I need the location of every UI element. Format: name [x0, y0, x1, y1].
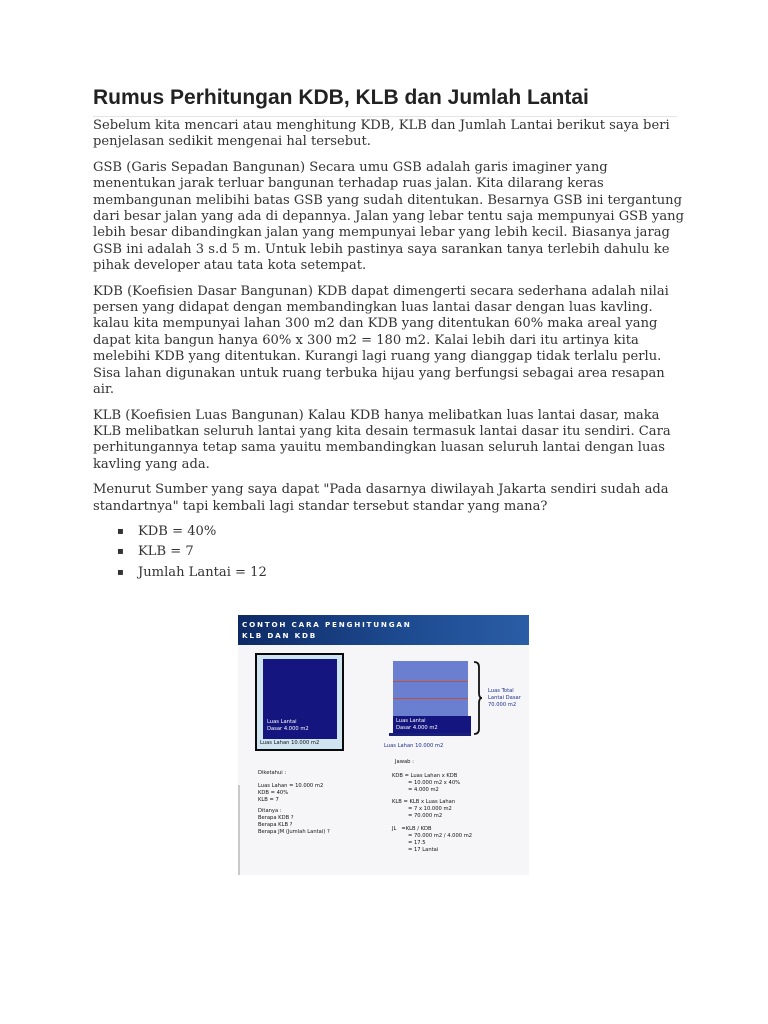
paragraph-gsb: GSB (Garis Sepadan Bangunan) Secara umu GSB adalah garis imaginer yang menentukan jarak terluar bangunan terhadap ruas jalan. Kita dilarang keras membangunan melibihi batas GSB yang sudah ditentukan. Besarnya GSB ini tergantung dari besar jalan yang ada di depannya. Jalan yang lebar tentu saja mempunyai GSB yang lebih besar dibandingkan jalan yang mempunyai lebar yang lebih kecil. Biasanya jarag GSB ini adalah 3 s.d 5 m. Untuk lebih pastinya saya sarankan tanya terlebih dahulu ke pihak developer atau tata kota setempat. — [93, 159, 684, 274]
right-inner-label-1: Luas Lantai — [396, 718, 426, 724]
paragraph-intro: Sebelum kita mencari atau menghitung KDB, KLB dan Jumlah Lantai berikut saya beri penjelasan sedikit mengenai hal tersebut. — [93, 118, 670, 150]
left-inner-label-1: Luas Lantai — [267, 719, 297, 725]
answer-line: = 17 Lantai — [408, 847, 439, 853]
list-item — [93, 544, 685, 565]
kdb-klb-example-figure — [238, 615, 529, 875]
title-divider — [93, 116, 677, 117]
list-item — [93, 565, 685, 586]
list-item-text: KDB = 40% — [138, 523, 217, 539]
answer-line: = 17.5 — [408, 840, 426, 846]
list-item-text: KLB = 7 — [138, 544, 194, 560]
known-line: KLB = 7 — [258, 797, 279, 803]
total-label-2: Lantai Dasar — [488, 695, 521, 701]
answer-line: JL =KLB / KDB — [392, 826, 432, 832]
asked-heading: Ditanya : — [258, 808, 282, 814]
figure-header-title: CONTOH CARA PENGHITUNGAN — [242, 620, 412, 629]
floor-divider — [393, 681, 468, 682]
asked-line: Berapa KDB ? — [258, 815, 294, 821]
figure-header — [238, 615, 529, 645]
answer-line: KLB = KLB x Luas Lahan — [392, 799, 456, 805]
page-title: Rumus Perhitungan KDB, KLB dan Jumlah Lantai — [93, 86, 589, 109]
bullet-square-icon: ▪ — [117, 546, 124, 558]
answer-line: = 10.000 m2 x 40% — [408, 780, 461, 786]
list-item-text: Jumlah Lantai = 12 — [138, 564, 267, 580]
bullet-square-icon: ▪ — [117, 525, 124, 537]
list-item — [93, 524, 685, 545]
standard-list — [93, 524, 685, 586]
answer-line: = 70.000 m2 / 4.000 m2 — [408, 833, 473, 839]
figure-header-subtitle: KLB DAN KDB — [242, 631, 317, 640]
answer-heading: Jawab : — [395, 759, 414, 765]
article-body — [93, 118, 685, 585]
right-inner-label-2: Dasar 4.000 m2 — [396, 725, 438, 731]
answer-line: KDB = Luas Lahan x KDB — [392, 773, 458, 779]
paragraph-kdb: KDB (Koefisien Dasar Bangunan) KDB dapat dimengerti secara sederhana adalah nilai persen yang didapat dengan membandingkan luas lantai dasar dengan luas kavling. kalau kita mempunyai lahan 300 m2 dan KDB yang ditentukan 60% maka areal yang dapat kita bangun hanya 60% x 300 m2 = 180 m2. Kalai lebih dari itu artinya kita melebihi KDB yang ditentukan. Kurangi lagi ruang yang dianggap tidak terlalu perlu. Sisa lahan digunakan untuk ruang terbuka hijau yang berfungsi sebagai area resapan air. — [93, 283, 669, 398]
total-floor-brace-icon — [474, 661, 482, 735]
asked-line: Berapa KLB ? — [258, 822, 293, 828]
right-lahan-label: Luas Lahan 10.000 m2 — [384, 743, 444, 749]
known-line: Luas Lahan = 10.000 m2 — [258, 783, 324, 789]
ground-strip — [389, 733, 471, 736]
paragraph-klb: KLB (Koefisien Luas Bangunan) Kalau KDB hanya melibatkan luas lantai dasar, maka KLB melibatkan seluruh lantai yang kita desain termasuk lantai dasar itu sendiri. Cara perhitungannya tetap sama yauitu membandingkan luasan seluruh lantai dengan luas kavling yang ada. — [93, 407, 671, 472]
answer-line: = 4.000 m2 — [408, 787, 439, 793]
answer-line: = 70.000 m2 — [408, 813, 443, 819]
known-heading: Diketahui : — [258, 770, 287, 776]
bullet-square-icon: ▪ — [117, 566, 124, 578]
known-line: KDB = 40% — [258, 790, 289, 796]
total-label-3: 70.000 m2 — [488, 702, 517, 708]
answer-line: = 7 x 10.000 m2 — [408, 806, 452, 812]
asked-line: Berapa JM (Jumlah Lantai) ? — [258, 829, 330, 835]
total-label-1: Luas Total — [488, 688, 514, 694]
left-inner-label-2: Dasar 4.000 m2 — [267, 726, 309, 732]
left-lahan-label: Luas Lahan 10.000 m2 — [260, 740, 320, 746]
paragraph-standard: Menurut Sumber yang saya dapat "Pada dasarnya diwilayah Jakarta sendiri sudah ada standartnya" tapi kembali lagi standar tersebut standar yang mana? — [93, 482, 669, 514]
floor-divider — [393, 698, 468, 699]
figure-edge-shadow — [238, 785, 240, 875]
